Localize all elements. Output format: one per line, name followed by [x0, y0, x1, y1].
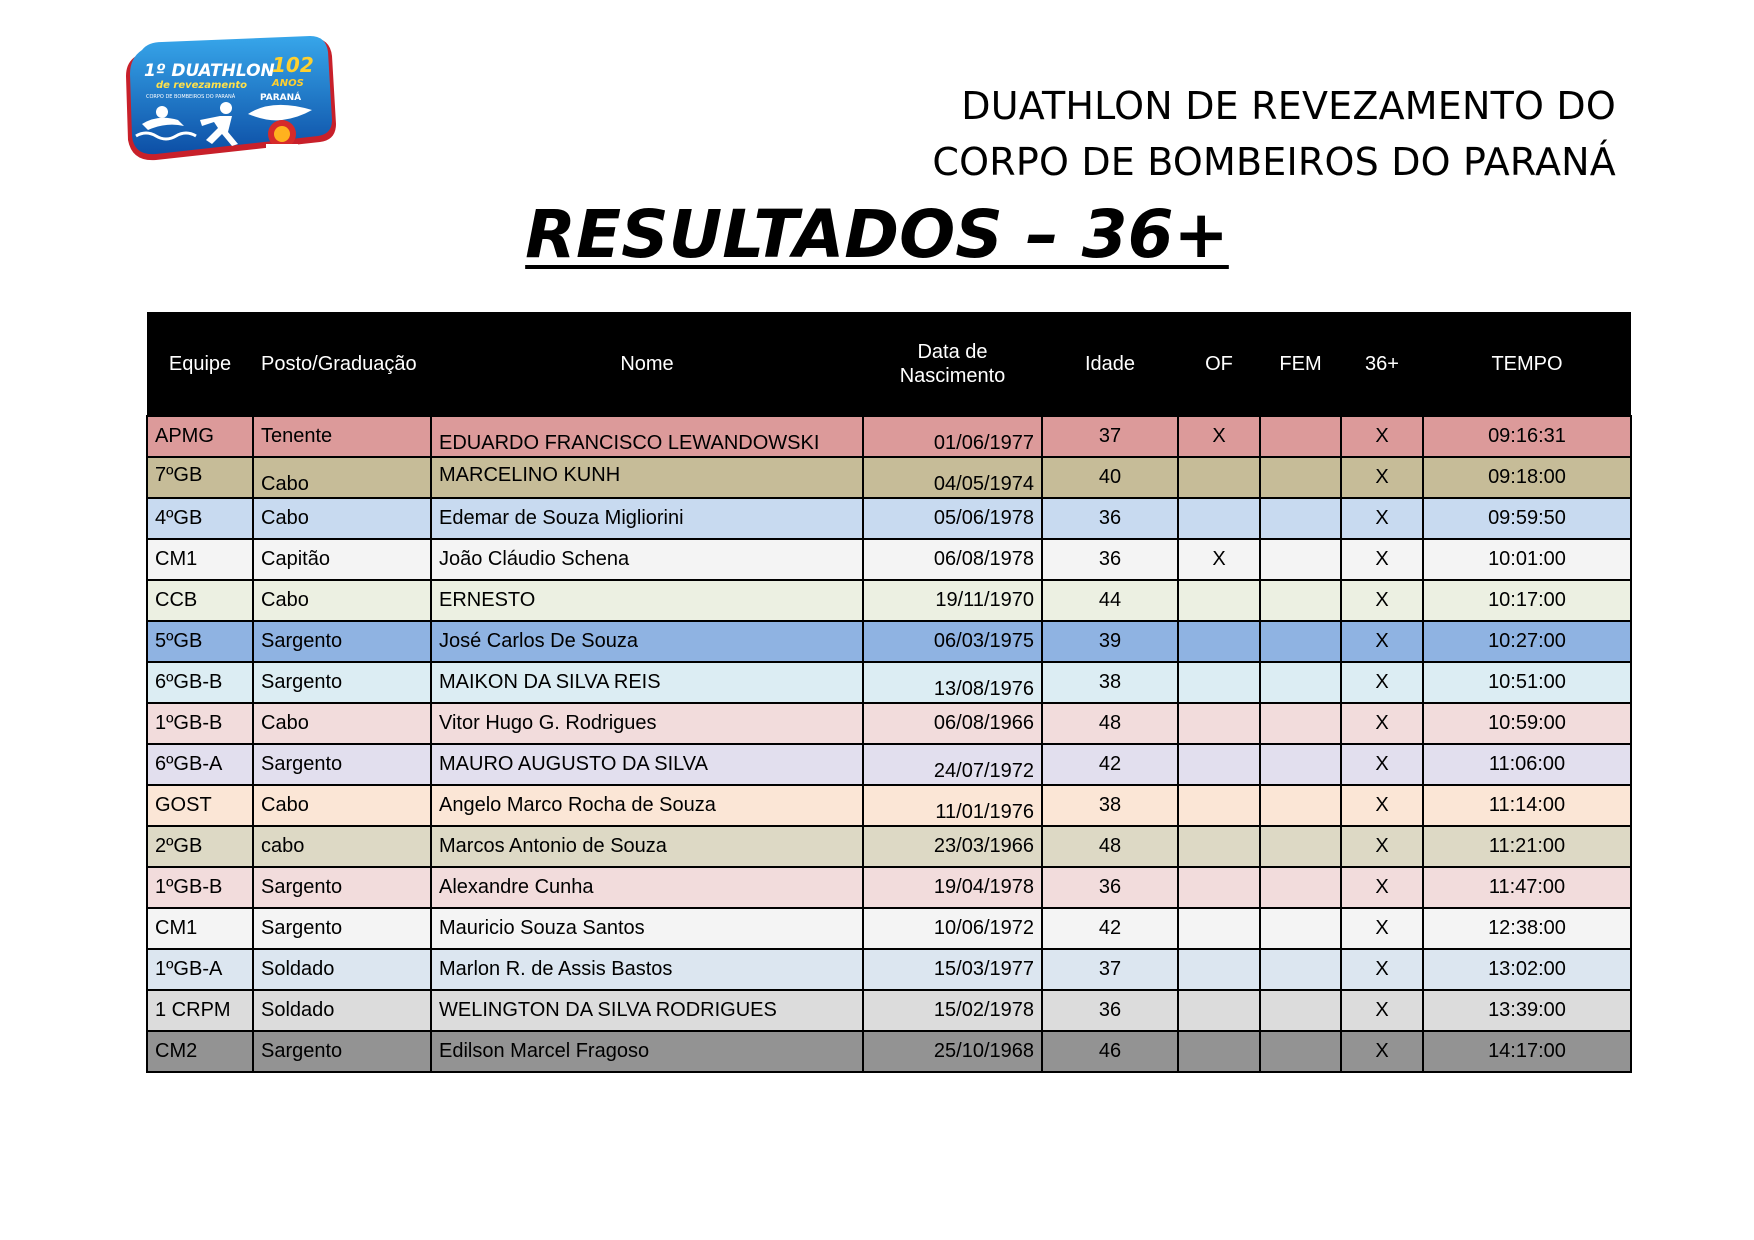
table-row — [147, 498, 1631, 539]
cell-data: 13/08/1976 — [863, 662, 1042, 703]
cell-data: 11/01/1976 — [863, 785, 1042, 826]
cell-nome: MAIKON DA SILVA REIS — [431, 662, 863, 703]
column-header-equipe: Equipe — [168, 352, 232, 375]
cell-nome: João Cláudio Schena — [431, 539, 863, 580]
cell-tempo: 14:17:00 — [1423, 1031, 1631, 1072]
column-header-fem: FEM — [1279, 352, 1322, 375]
cell-idade: 37 — [1042, 416, 1178, 457]
cell-fem — [1260, 785, 1341, 826]
cell-posto: Soldado — [253, 949, 431, 990]
cell-equipe: 1ºGB-B — [147, 703, 253, 744]
cell-equipe: 7ºGB — [147, 457, 253, 498]
cell-tempo: 10:17:00 — [1423, 580, 1631, 621]
column-header-of: OF — [1205, 352, 1233, 375]
cell-tempo: 11:47:00 — [1423, 867, 1631, 908]
cell-tempo: 10:27:00 — [1423, 621, 1631, 662]
cell-data: 10/06/1972 — [863, 908, 1042, 949]
cell-age36: X — [1341, 457, 1423, 498]
cell-posto: Cabo — [253, 498, 431, 539]
cell-posto: Cabo — [253, 580, 431, 621]
cell-age36: X — [1341, 416, 1423, 457]
cell-equipe: 6ºGB-B — [147, 662, 253, 703]
cell-idade: 38 — [1042, 785, 1178, 826]
cell-posto: Sargento — [253, 662, 431, 703]
logo-state: PARANÁ — [260, 93, 302, 103]
cell-equipe: APMG — [147, 416, 253, 457]
cell-nome: Marcos Antonio de Souza — [431, 826, 863, 867]
cell-tempo: 10:59:00 — [1423, 703, 1631, 744]
cell-idade: 36 — [1042, 867, 1178, 908]
table-row — [147, 949, 1631, 990]
cell-posto: Cabo — [253, 785, 431, 826]
cell-tempo: 13:39:00 — [1423, 990, 1631, 1031]
cell-nome: José Carlos De Souza — [431, 621, 863, 662]
table-row — [147, 867, 1631, 908]
organization-title — [932, 78, 1616, 190]
cell-idade: 48 — [1042, 826, 1178, 867]
cell-fem — [1260, 498, 1341, 539]
table-row — [147, 539, 1631, 580]
cell-tempo: 11:21:00 — [1423, 826, 1631, 867]
table-row — [147, 457, 1631, 498]
cell-nome: Vitor Hugo G. Rodrigues — [431, 703, 863, 744]
cell-fem — [1260, 867, 1341, 908]
cell-data: 01/06/1977 — [863, 416, 1042, 457]
cell-tempo: 10:01:00 — [1423, 539, 1631, 580]
cell-of — [1178, 908, 1260, 949]
cell-idade: 46 — [1042, 1031, 1178, 1072]
column-header-posto: Posto/Graduação — [261, 352, 417, 375]
cell-equipe: 1ºGB-A — [147, 949, 253, 990]
cell-fem — [1260, 744, 1341, 785]
cell-idade: 38 — [1042, 662, 1178, 703]
table-row — [147, 703, 1631, 744]
cell-data: 06/03/1975 — [863, 621, 1042, 662]
column-header-idade: Idade — [1084, 352, 1136, 375]
cell-data: 24/07/1972 — [863, 744, 1042, 785]
table-row — [147, 621, 1631, 662]
cell-nome: Mauricio Souza Santos — [431, 908, 863, 949]
cell-posto: Sargento — [253, 621, 431, 662]
table-row — [147, 826, 1631, 867]
cell-of — [1178, 744, 1260, 785]
cell-nome: Edemar de Souza Migliorini — [431, 498, 863, 539]
cell-age36: X — [1341, 621, 1423, 662]
column-header-36plus: 36+ — [1365, 352, 1399, 375]
cell-of: X — [1178, 416, 1260, 457]
cell-posto: Soldado — [253, 990, 431, 1031]
cell-nome: MARCELINO KUNH — [431, 457, 863, 498]
cell-of — [1178, 621, 1260, 662]
cell-nome: WELINGTON DA SILVA RODRIGUES — [431, 990, 863, 1031]
cell-nome: Alexandre Cunha — [431, 867, 863, 908]
cell-of — [1178, 785, 1260, 826]
cell-fem — [1260, 539, 1341, 580]
column-header-nome: Nome — [620, 352, 674, 375]
cell-idade: 36 — [1042, 990, 1178, 1031]
logo-years: 102 — [272, 53, 314, 77]
cell-tempo: 12:38:00 — [1423, 908, 1631, 949]
cell-data: 06/08/1966 — [863, 703, 1042, 744]
cell-of — [1178, 662, 1260, 703]
cell-of — [1178, 949, 1260, 990]
logo-title: 1º DUATHLON — [144, 61, 275, 81]
cell-posto: Tenente — [253, 416, 431, 457]
cell-fem — [1260, 1031, 1341, 1072]
cell-idade: 36 — [1042, 539, 1178, 580]
logo-years-label: ANOS — [272, 78, 304, 89]
cell-equipe: CM1 — [147, 908, 253, 949]
cell-age36: X — [1341, 867, 1423, 908]
cell-age36: X — [1341, 990, 1423, 1031]
cell-age36: X — [1341, 580, 1423, 621]
table-row — [147, 416, 1631, 457]
column-header-data-line2: Nascimento — [899, 364, 1006, 387]
cell-idade: 36 — [1042, 498, 1178, 539]
table-row — [147, 1031, 1631, 1072]
event-logo — [122, 36, 338, 164]
cell-data: 25/10/1968 — [863, 1031, 1042, 1072]
cell-tempo: 09:18:00 — [1423, 457, 1631, 498]
cell-data: 15/03/1977 — [863, 949, 1042, 990]
cell-equipe: 6ºGB-A — [147, 744, 253, 785]
page-title — [0, 196, 1754, 273]
table-row — [147, 662, 1631, 703]
cell-fem — [1260, 990, 1341, 1031]
cell-of — [1178, 580, 1260, 621]
page-title-text: RESULTADOS – 36+ — [525, 196, 1229, 273]
cell-of — [1178, 457, 1260, 498]
cell-fem — [1260, 580, 1341, 621]
column-header-data-nascimento — [863, 312, 1042, 416]
table-row — [147, 785, 1631, 826]
cell-data: 06/08/1978 — [863, 539, 1042, 580]
table-row — [147, 580, 1631, 621]
cell-data: 05/06/1978 — [863, 498, 1042, 539]
cell-equipe: CCB — [147, 580, 253, 621]
cell-data: 23/03/1966 — [863, 826, 1042, 867]
cell-tempo: 11:14:00 — [1423, 785, 1631, 826]
cell-fem — [1260, 826, 1341, 867]
cell-equipe: 2ºGB — [147, 826, 253, 867]
cell-equipe: CM1 — [147, 539, 253, 580]
results-table — [146, 312, 1632, 1073]
cell-age36: X — [1341, 1031, 1423, 1072]
cell-age36: X — [1341, 498, 1423, 539]
cell-idade: 42 — [1042, 744, 1178, 785]
table-row — [147, 990, 1631, 1031]
cell-tempo: 09:59:50 — [1423, 498, 1631, 539]
cell-of — [1178, 990, 1260, 1031]
cell-posto: cabo — [253, 826, 431, 867]
cell-fem — [1260, 416, 1341, 457]
cell-equipe: 4ºGB — [147, 498, 253, 539]
cell-of — [1178, 826, 1260, 867]
cell-nome: EDUARDO FRANCISCO LEWANDOWSKI — [431, 416, 863, 457]
cell-age36: X — [1341, 785, 1423, 826]
column-header-data-line1: Data de — [917, 340, 988, 363]
cell-age36: X — [1341, 539, 1423, 580]
cell-idade: 37 — [1042, 949, 1178, 990]
cell-fem — [1260, 621, 1341, 662]
cell-idade: 42 — [1042, 908, 1178, 949]
column-header-tempo: TEMPO — [1491, 352, 1563, 375]
cell-data: 15/02/1978 — [863, 990, 1042, 1031]
organization-title-line1: DUATHLON DE REVEZAMENTO DO — [961, 84, 1616, 128]
cell-fem — [1260, 949, 1341, 990]
cell-of — [1178, 1031, 1260, 1072]
cell-tempo: 10:51:00 — [1423, 662, 1631, 703]
cell-of — [1178, 703, 1260, 744]
cell-age36: X — [1341, 662, 1423, 703]
cell-equipe: CM2 — [147, 1031, 253, 1072]
cell-posto: Cabo — [253, 457, 431, 498]
cell-of — [1178, 498, 1260, 539]
cell-data: 04/05/1974 — [863, 457, 1042, 498]
cell-nome: MAURO AUGUSTO DA SILVA — [431, 744, 863, 785]
cell-equipe: 1 CRPM — [147, 990, 253, 1031]
cell-fem — [1260, 703, 1341, 744]
cell-equipe: 1ºGB-B — [147, 867, 253, 908]
cell-of — [1178, 867, 1260, 908]
cell-equipe: GOST — [147, 785, 253, 826]
cell-nome: Angelo Marco Rocha de Souza — [431, 785, 863, 826]
cell-fem — [1260, 662, 1341, 703]
table-row — [147, 744, 1631, 785]
cell-posto: Sargento — [253, 908, 431, 949]
cell-posto: Sargento — [253, 867, 431, 908]
cell-age36: X — [1341, 949, 1423, 990]
cell-tempo: 13:02:00 — [1423, 949, 1631, 990]
cell-idade: 44 — [1042, 580, 1178, 621]
cell-age36: X — [1341, 744, 1423, 785]
cell-idade: 48 — [1042, 703, 1178, 744]
cell-age36: X — [1341, 908, 1423, 949]
cell-tempo: 09:16:31 — [1423, 416, 1631, 457]
cell-of: X — [1178, 539, 1260, 580]
table-header-row — [147, 312, 1631, 416]
cell-fem — [1260, 457, 1341, 498]
cell-data: 19/11/1970 — [863, 580, 1042, 621]
cell-nome: ERNESTO — [431, 580, 863, 621]
cell-equipe: 5ºGB — [147, 621, 253, 662]
cell-age36: X — [1341, 703, 1423, 744]
cell-posto: Sargento — [253, 1031, 431, 1072]
cell-nome: Marlon R. de Assis Bastos — [431, 949, 863, 990]
cell-nome: Edilson Marcel Fragoso — [431, 1031, 863, 1072]
organization-title-line2: CORPO DE BOMBEIROS DO PARANÁ — [932, 140, 1616, 184]
cell-idade: 39 — [1042, 621, 1178, 662]
logo-subtitle: de revezamento — [156, 80, 247, 91]
cell-data: 19/04/1978 — [863, 867, 1042, 908]
cell-posto: Capitão — [253, 539, 431, 580]
cell-tempo: 11:06:00 — [1423, 744, 1631, 785]
cell-fem — [1260, 908, 1341, 949]
cell-posto: Sargento — [253, 744, 431, 785]
cell-age36: X — [1341, 826, 1423, 867]
table-row — [147, 908, 1631, 949]
cell-idade: 40 — [1042, 457, 1178, 498]
cell-posto: Cabo — [253, 703, 431, 744]
logo-org: CORPO DE BOMBEIROS DO PARANÁ — [146, 94, 236, 100]
